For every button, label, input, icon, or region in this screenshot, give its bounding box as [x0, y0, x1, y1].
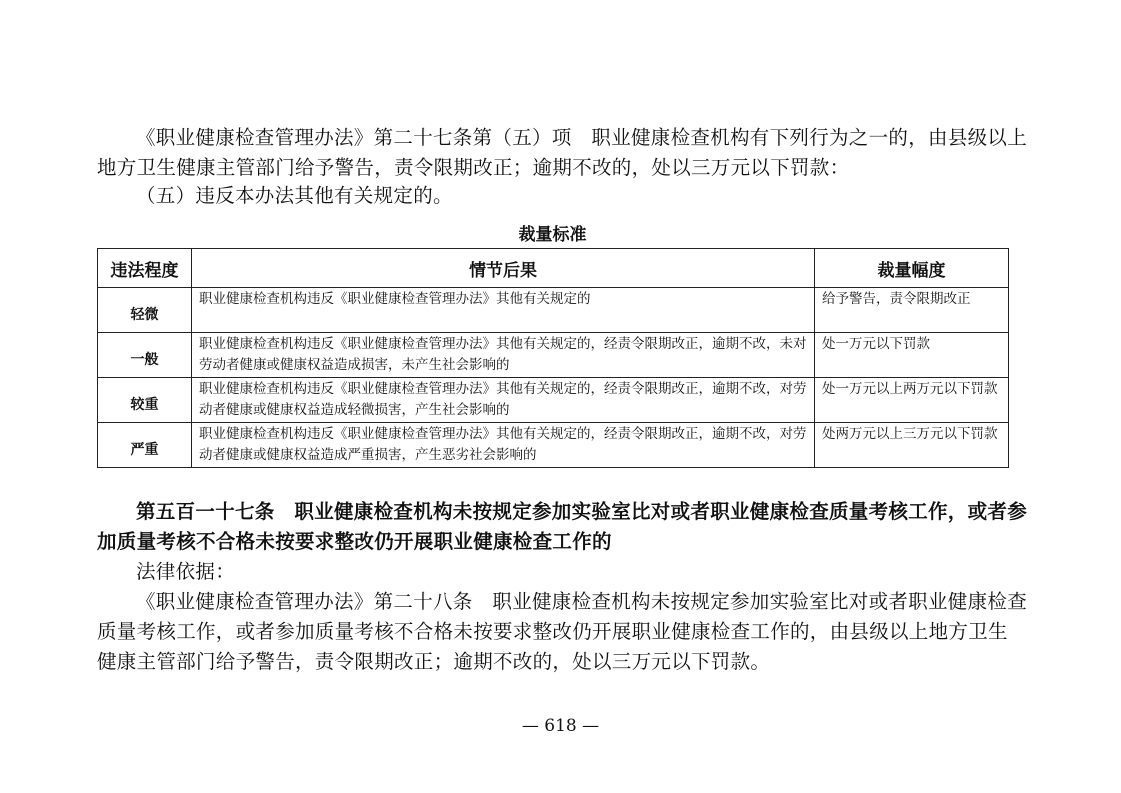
row-circumstance-cell	[192, 378, 815, 423]
row-circumstance: 职业健康检查机构违反《职业健康检查管理办法》其他有关规定的	[199, 291, 591, 307]
item-five-paragraph: （五）违反本办法其他有关规定的。	[136, 184, 453, 207]
row-penalty-cell	[815, 288, 1009, 333]
row-level: 轻微	[98, 288, 192, 333]
header-penalty-range: 裁量幅度	[815, 249, 1009, 288]
discretion-standard-table	[97, 248, 1009, 468]
row-penalty: 处两万元以上三万元以下罚款	[822, 426, 998, 442]
legal-basis-label: 法律依据：	[136, 560, 236, 583]
row-penalty: 处一万元以上两万元以下罚款	[822, 381, 998, 397]
row-level: 一般	[98, 333, 192, 378]
row-circumstance: 职业健康检查机构违反《职业健康检查管理办法》其他有关规定的，经责令限期改正，逾期不改，对劳动者健康或健康权益造成轻微损害，产生社会影响的	[199, 381, 807, 418]
row-level: 较重	[98, 378, 192, 423]
row-penalty: 处一万元以下罚款	[822, 336, 930, 352]
row-circumstance: 职业健康检查机构违反《职业健康检查管理办法》其他有关规定的，经责令限期改正，逾期不改，未对劳动者健康或健康权益造成损害，未产生社会影响的	[199, 336, 807, 373]
row-penalty-cell	[815, 423, 1009, 468]
header-circumstance: 情节后果	[192, 249, 815, 288]
table-row	[98, 378, 1009, 423]
article-27-intro-paragraph: 《职业健康检查管理办法》第二十七条第（五）项 职业健康检查机构有下列行为之一的，由县级以上地方卫生健康主管部门给予警告，责令限期改正；逾期不改的，处以三万元以下罚款：	[97, 126, 1028, 179]
row-circumstance-cell	[192, 288, 815, 333]
table-caption: 裁量标准	[518, 225, 587, 245]
row-penalty: 给予警告，责令限期改正	[822, 291, 971, 307]
row-circumstance: 职业健康检查机构违反《职业健康检查管理办法》其他有关规定的，经责令限期改正，逾期不改，对劳动者健康或健康权益造成严重损害，产生恶劣社会影响的	[199, 426, 807, 463]
header-violation-degree: 违法程度	[98, 249, 192, 288]
legal-basis-text: 《职业健康检查管理办法》第二十八条 职业健康检查机构未按规定参加实验室比对或者职业健康检查质量考核工作，或者参加质量考核不合格未按要求整改仍开展职业健康检查工作的，由县级以上地方卫生健康主管部门给予警告，责令限期改正；逾期不改的，处以三万元以下罚款。	[97, 590, 1028, 673]
row-penalty-cell	[815, 378, 1009, 423]
row-circumstance-cell	[192, 423, 815, 468]
row-penalty-cell	[815, 333, 1009, 378]
table-row	[98, 333, 1009, 378]
table-header-row	[98, 249, 1009, 288]
row-level: 严重	[98, 423, 192, 468]
row-circumstance-cell	[192, 333, 815, 378]
page-number: — 618 —	[521, 716, 600, 736]
article-517-heading: 第五百一十七条 职业健康检查机构未按规定参加实验室比对或者职业健康检查质量考核工作，或者参加质量考核不合格未按要求整改仍开展职业健康检查工作的	[97, 500, 1028, 553]
table-row	[98, 288, 1009, 333]
table-row	[98, 423, 1009, 468]
